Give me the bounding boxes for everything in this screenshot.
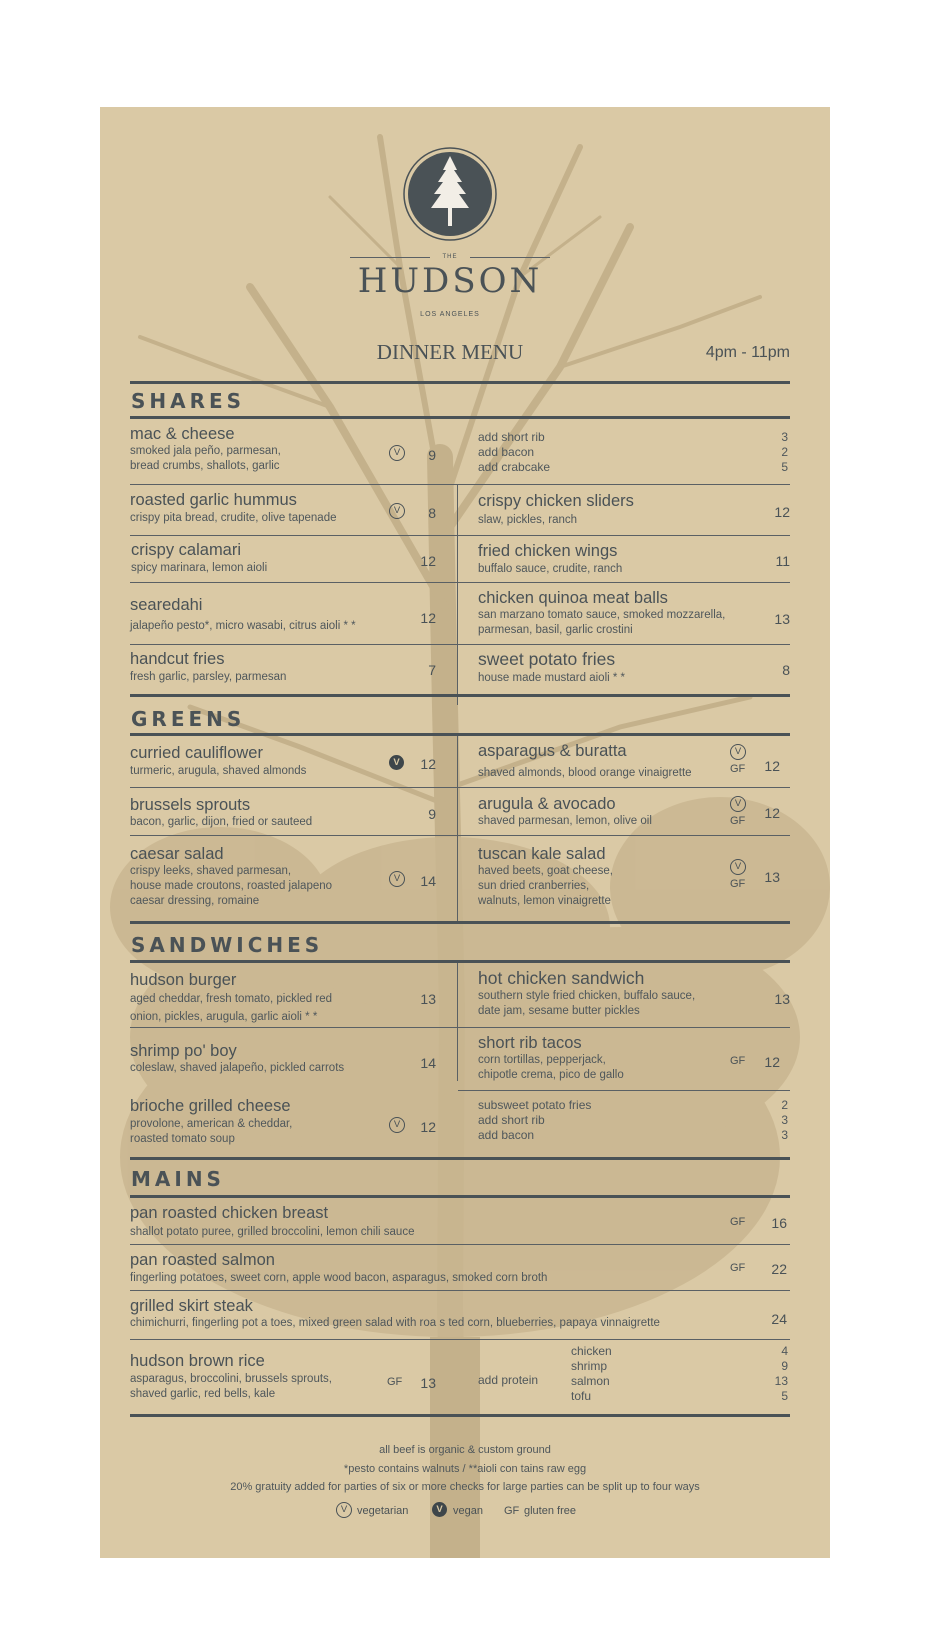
- item-name: tuscan kale salad: [478, 845, 606, 863]
- legend-vegetarian: vegetarian: [357, 1505, 409, 1517]
- brand-name: HUDSON: [357, 261, 543, 301]
- item-desc: crispy leeks, shaved parmesan, house made croutons, roasted jalapeno caesar dressing, romaine: [130, 865, 333, 907]
- row-rule: [130, 1290, 790, 1291]
- logo-rule-left: [350, 257, 430, 258]
- item-name: hudson burger: [130, 971, 237, 989]
- item-desc: chimichurri, fingerling pot a toes, mixed green salad with roa s ted corn, blueberries, papaya vinnaigrette: [130, 1317, 660, 1329]
- vegan-icon: V: [432, 1502, 447, 1517]
- item-price: 7: [428, 662, 436, 678]
- vegetarian-icon: V: [389, 445, 405, 461]
- addon-prices: 2 3 3: [781, 1098, 788, 1142]
- pine-tree-icon: [402, 146, 498, 242]
- item-name: hot chicken sandwich: [478, 968, 645, 988]
- row-rule: [130, 484, 790, 485]
- item-desc: fingerling potatoes, sweet corn, apple wood bacon, asparagus, smoked corn broth: [130, 1272, 548, 1284]
- row-rule: [130, 787, 790, 788]
- hours: 4pm - 11pm: [705, 344, 790, 361]
- item-desc: turmeric, arugula, shaved almonds: [130, 765, 307, 777]
- gluten-free-mark: GF: [730, 1216, 746, 1228]
- mains-header-rule: [130, 1195, 790, 1198]
- item-price: 12: [420, 756, 436, 772]
- legend-gluten-free: gluten free: [524, 1505, 576, 1517]
- sandwiches-divider: [457, 963, 458, 1081]
- item-price: 13: [774, 611, 790, 627]
- greens-header-rule: [130, 733, 790, 736]
- gluten-free-mark: GF: [730, 878, 746, 890]
- item-name: asparagus & buratta: [478, 742, 627, 760]
- gluten-free-mark: GF: [387, 1376, 403, 1388]
- item-name: brussels sprouts: [130, 796, 251, 814]
- shares-header-rule: [130, 416, 790, 419]
- item-name: searedahi: [130, 596, 203, 614]
- item-name: arugula & avocado: [478, 795, 616, 813]
- item-name: pan roasted chicken breast: [130, 1204, 329, 1222]
- addon-labels: subsweet potato fries add short rib add bacon: [478, 1098, 592, 1142]
- item-price: 24: [771, 1311, 787, 1327]
- item-name: crispy chicken sliders: [478, 492, 634, 510]
- dinner-menu: [100, 107, 830, 1558]
- item-price: 16: [771, 1215, 787, 1231]
- item-name: roasted garlic hummus: [130, 491, 297, 509]
- row-rule: [130, 1339, 790, 1340]
- item-desc: jalapeño pesto*, micro wasabi, citrus aioli * *: [130, 620, 356, 632]
- item-desc: house made mustard aioli * *: [478, 672, 626, 684]
- row-rule: [130, 582, 790, 583]
- greens-heading: GREENS: [131, 707, 246, 731]
- add-protein-label: add protein: [478, 1373, 539, 1387]
- vegetarian-icon: V: [389, 503, 405, 519]
- sandwiches-top-rule: [130, 921, 790, 924]
- shares-divider: [457, 484, 458, 705]
- item-price: 12: [764, 758, 780, 774]
- gluten-free-mark: GF: [730, 1055, 746, 1067]
- item-name: sweet potato fries: [478, 649, 616, 669]
- row-rule: [130, 644, 790, 645]
- item-name: hudson brown rice: [130, 1352, 265, 1370]
- item-desc: asparagus, broccolini, brussels sprouts, shaved garlic, red bells, kale: [130, 1373, 332, 1400]
- item-desc: fresh garlic, parsley, parmesan: [130, 671, 287, 683]
- item-desc: smoked jala peño, parmesan, bread crumbs, shallots, garlic: [130, 445, 281, 472]
- item-desc: san marzano tomato sauce, smoked mozzarella, parmesan, basil, garlic crostini: [478, 609, 726, 636]
- menu-title: DINNER MENU: [376, 340, 524, 364]
- item-price: 8: [782, 662, 790, 678]
- vegetarian-icon: V: [730, 744, 746, 760]
- item-desc: shaved almonds, blood orange vinaigrette: [478, 767, 692, 779]
- item-price: 22: [771, 1261, 787, 1277]
- item-desc: crispy pita bread, crudite, olive tapenade: [130, 512, 337, 524]
- vegetarian-icon: V: [730, 796, 746, 812]
- item-name: brioche grilled cheese: [130, 1097, 291, 1115]
- row-rule: [130, 535, 790, 536]
- item-price: 12: [764, 805, 780, 821]
- item-price: 13: [774, 991, 790, 1007]
- item-name: fried chicken wings: [478, 542, 618, 560]
- legend-vegan: vegan: [453, 1505, 483, 1517]
- footer-note-allergens: *pesto contains walnuts / **aioli con tains raw egg: [343, 1463, 587, 1475]
- item-desc: provolone, american & cheddar, roasted tomato soup: [130, 1118, 293, 1145]
- item-name: handcut fries: [130, 650, 225, 668]
- item-desc: coleslaw, shaved jalapeño, pickled carrots: [130, 1062, 345, 1074]
- vegan-icon: V: [389, 755, 404, 770]
- item-name: chicken quinoa meat balls: [478, 589, 668, 607]
- row-rule: [130, 835, 790, 836]
- row-rule: [458, 1090, 790, 1091]
- addon-labels: add short rib add bacon add crabcake: [478, 430, 551, 474]
- item-name: crispy calamari: [131, 541, 242, 559]
- background-tree-icon: [100, 107, 830, 1558]
- item-name: curried cauliflower: [130, 744, 263, 762]
- item-price: 12: [764, 1054, 780, 1070]
- item-price: 11: [775, 553, 790, 569]
- shares-heading: SHARES: [131, 389, 246, 413]
- item-name: pan roasted salmon: [130, 1251, 275, 1269]
- logo-the: THE: [442, 254, 458, 260]
- item-name: shrimp po' boy: [130, 1042, 237, 1060]
- vegetarian-icon: V: [389, 1117, 405, 1133]
- mains-heading: MAINS: [131, 1167, 225, 1191]
- mains-top-rule: [130, 1157, 790, 1160]
- item-price: 12: [420, 1119, 436, 1135]
- vegetarian-icon: V: [336, 1502, 352, 1518]
- item-price: 9: [428, 447, 436, 463]
- row-rule: [130, 1027, 790, 1028]
- gluten-free-mark: GF: [730, 1262, 746, 1274]
- protein-options: chicken shrimp salmon tofu: [571, 1344, 612, 1403]
- footer-note-beef: all beef is organic & custom ground: [379, 1444, 551, 1456]
- addon-prices: 3 2 5: [781, 430, 788, 474]
- item-desc: aged cheddar, fresh tomato, pickled red onion, pickles, arugula, garlic aioli * *: [130, 993, 333, 1023]
- item-desc: buffalo sauce, crudite, ranch: [478, 563, 623, 575]
- item-price: 14: [420, 873, 436, 889]
- gluten-free-mark: GF: [730, 763, 746, 775]
- item-price: 14: [420, 1055, 436, 1071]
- item-price: 8: [428, 505, 436, 521]
- item-desc: corn tortillas, pepperjack, chipotle crema, pico de gallo: [478, 1054, 624, 1081]
- item-price: 12: [420, 553, 436, 569]
- item-name: mac & cheese: [130, 425, 235, 443]
- greens-top-rule: [130, 694, 790, 697]
- brand-city: LOS ANGELES: [420, 311, 480, 318]
- item-desc: haved beets, goat cheese, sun dried cranberries, walnuts, lemon vinaigrette: [478, 865, 613, 907]
- item-price: 12: [420, 610, 436, 626]
- sandwiches-heading: SANDWICHES: [131, 933, 324, 957]
- vegetarian-icon: V: [389, 871, 405, 887]
- footer-note-gratuity: 20% gratuity added for parties of six or more checks for large parties can be split up to four ways: [230, 1481, 700, 1493]
- gluten-free-mark: GF: [730, 815, 746, 827]
- item-desc: shallot potato puree, grilled broccolini, lemon chili sauce: [130, 1226, 415, 1238]
- item-name: grilled skirt steak: [130, 1297, 253, 1315]
- item-desc: southern style fried chicken, buffalo sauce, date jam, sesame butter pickles: [478, 990, 696, 1017]
- vegetarian-icon: V: [730, 859, 746, 875]
- sandwiches-header-rule: [130, 960, 790, 963]
- item-desc: bacon, garlic, dijon, fried or sauteed: [130, 816, 313, 828]
- item-name: short rib tacos: [478, 1034, 582, 1052]
- gluten-free-mark: GF: [504, 1505, 520, 1517]
- shares-top-rule: [130, 381, 790, 384]
- logo-rule-right: [470, 257, 550, 258]
- item-price: 13: [420, 1375, 436, 1391]
- protein-prices: 4 9 13 5: [774, 1344, 788, 1403]
- item-desc: slaw, pickles, ranch: [478, 514, 578, 526]
- mains-bottom-rule: [130, 1414, 790, 1417]
- greens-divider: [457, 736, 458, 921]
- item-price: 13: [420, 991, 436, 1007]
- item-desc: spicy marinara, lemon aioli: [131, 562, 268, 574]
- item-name: caesar salad: [130, 845, 224, 863]
- row-rule: [130, 1244, 790, 1245]
- item-price: 12: [774, 504, 790, 520]
- item-price: 13: [764, 869, 780, 885]
- item-price: 9: [428, 806, 436, 822]
- item-desc: shaved parmesan, lemon, olive oil: [478, 815, 652, 827]
